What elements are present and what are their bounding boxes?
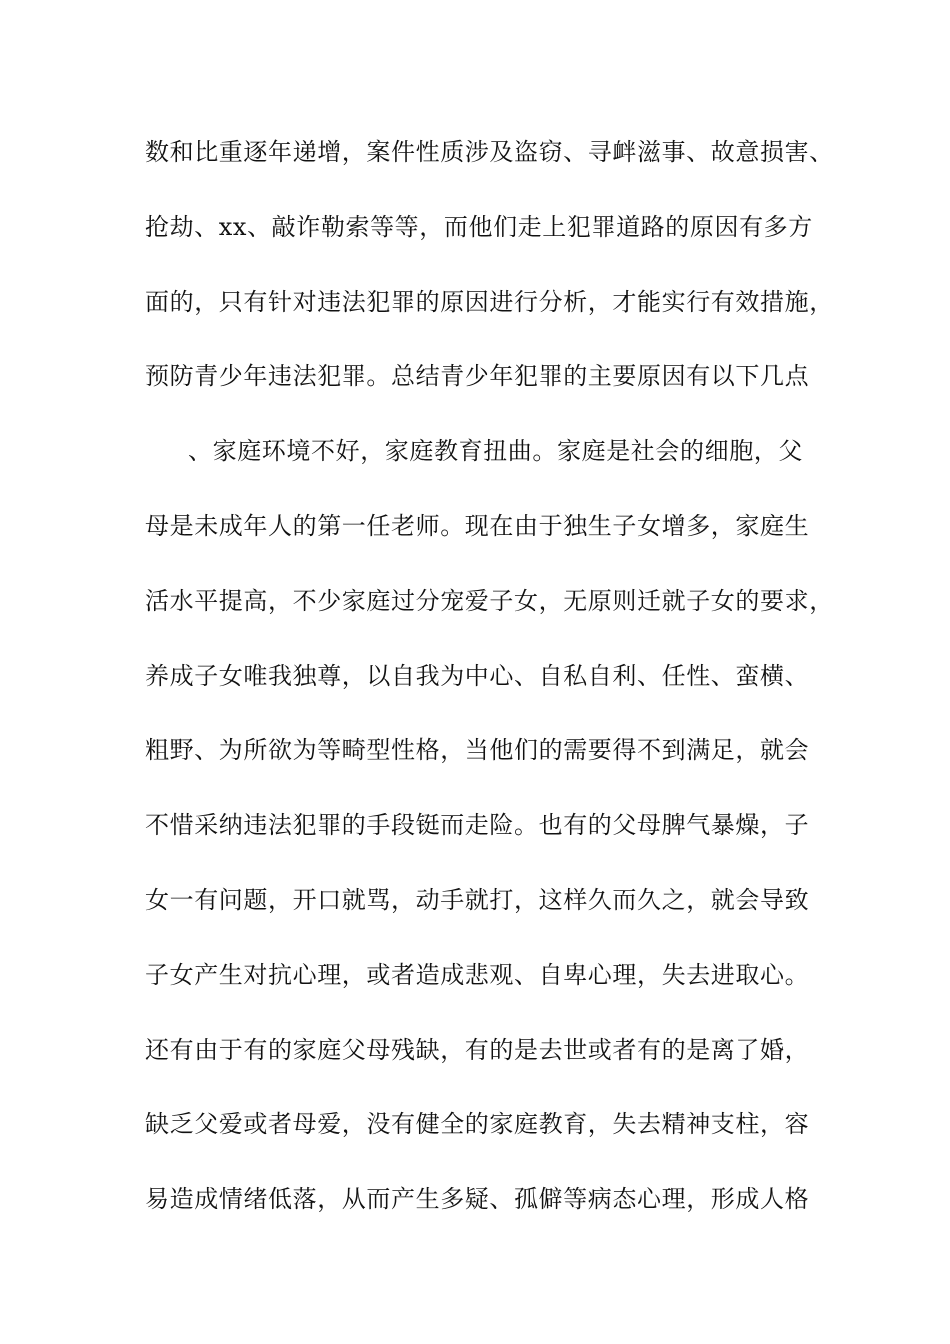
text-line: 抢劫、xx、敲诈勒索等等，而他们走上犯罪道路的原因有多方: [145, 212, 813, 241]
text-line: 不惜采纳违法犯罪的手段铤而走险。也有的父母脾气暴燥，子: [145, 811, 810, 840]
text-line: 预防青少年违法犯罪。总结青少年犯罪的主要原因有以下几点: [145, 362, 810, 391]
text-line: 粗野、为所欲为等畸型性格，当他们的需要得不到满足，就会: [145, 736, 810, 765]
text-line: 女一有问题，开口就骂，动手就打，这样久而久之，就会导致: [145, 885, 810, 914]
text-line: 子女产生对抗心理，或者造成悲观、自卑心理，失去进取心。: [145, 960, 810, 989]
text-line: 活水平提高，不少家庭过分宠爱子女，无原则迁就子女的要求，: [145, 586, 834, 615]
text-line: 数和比重逐年递增，案件性质涉及盗窃、寻衅滋事、故意损害、: [145, 138, 834, 166]
body-text: [145, 130, 835, 1252]
text-line: 养成子女唯我独尊，以自我为中心、自私自利、任性、蛮横、: [145, 661, 810, 690]
text-line: 缺乏父爱或者母爱，没有健全的家庭教育，失去精神支柱，容: [145, 1110, 810, 1139]
text-line: 易造成情绪低落，从而产生多疑、孤僻等病态心理，形成人格: [145, 1185, 810, 1214]
text-line: 还有由于有的家庭父母残缺，有的是去世或者有的是离了婚，: [145, 1035, 810, 1064]
text-line-paragraph-start: 、家庭环境不好，家庭教育扭曲。家庭是社会的细胞，父: [188, 437, 803, 466]
text-line: 母是未成年人的第一任老师。现在由于独生子女增多，家庭生: [145, 511, 810, 540]
text-line: 面的，只有针对违法犯罪的原因进行分析，才能实行有效措施，: [145, 287, 834, 316]
